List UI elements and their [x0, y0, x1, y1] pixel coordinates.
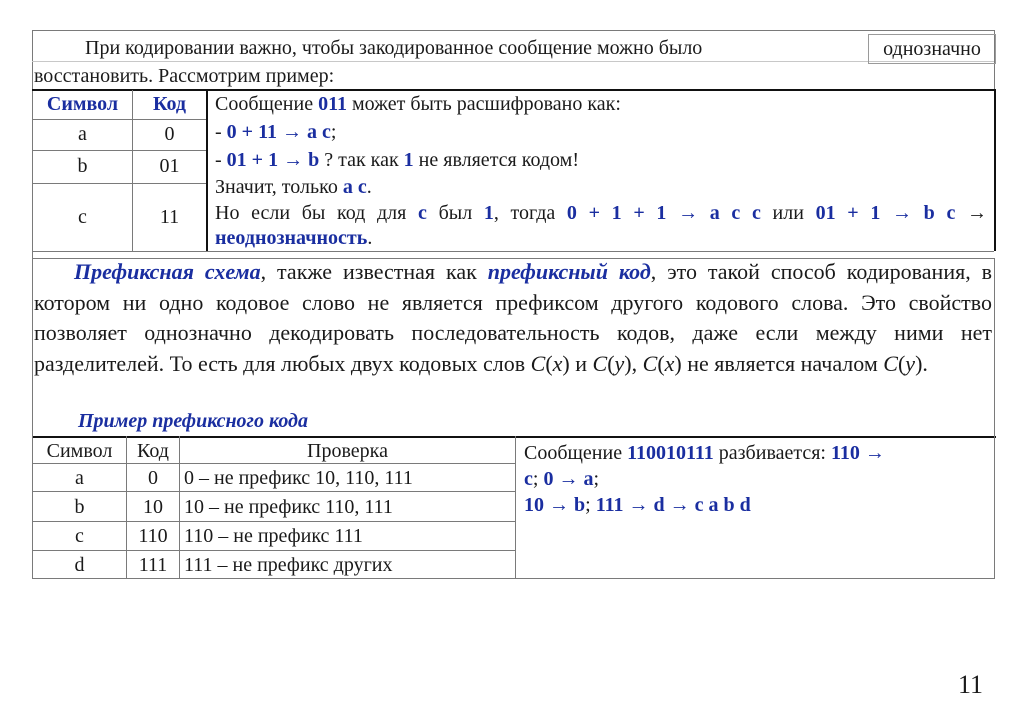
example1-line-4: Значит, только a c.: [215, 176, 372, 198]
table2-cell-code: 110: [138, 525, 168, 547]
intro-line-1: При кодировании важно, чтобы закодированное сообщение можно было: [85, 37, 703, 59]
intro-line-2: восстановить. Рассмотрим пример:: [34, 65, 335, 87]
table2-cell-code: 111: [138, 554, 168, 576]
example2-heading: Пример префиксного кода: [78, 410, 308, 432]
example2-message: Сообщение 110010111 разбивается: 110 → c; 0 → a; 10 → b; 111 → d → c a b d: [524, 442, 885, 516]
example1-line-5: Но если бы код для c был 1, тогда 0 + 1 + 1 → a c c или 01 + 1 → b c →: [215, 202, 987, 224]
table1-cell-symbol: b: [77, 155, 88, 177]
table2-header-code: Код: [137, 440, 169, 462]
table1-header-symbol: Символ: [46, 93, 119, 115]
table2-cell-symbol: c: [75, 525, 84, 547]
table2-cell-symbol: a: [75, 467, 84, 489]
table2-header-check: Проверка: [307, 440, 388, 462]
table2-cell-code: 0: [148, 467, 158, 489]
boxed-word: однозначно: [868, 34, 996, 64]
table2-cell-check: 111 – не префикс других: [184, 554, 393, 576]
table2-cell-check: 110 – не префикс 111: [184, 525, 363, 547]
table2-cell-check: 0 – не префикс 10, 110, 111: [184, 467, 413, 489]
table1-cell-code: 11: [159, 206, 180, 228]
example1-line-3: - 01 + 1 → b ? так как 1 не является кодом!: [215, 149, 579, 171]
table1-cell-code: 01: [159, 155, 180, 177]
page-number: 11: [958, 670, 984, 699]
table2-cell-symbol: d: [74, 554, 85, 576]
table1-cell-symbol: c: [78, 206, 87, 228]
example1-line-2: - 0 + 11 → a c;: [215, 121, 337, 143]
table2-cell-check: 10 – не префикс 110, 111: [184, 496, 393, 518]
table2-cell-code: 10: [143, 496, 163, 518]
table2-header-symbol: Символ: [46, 440, 113, 462]
table1-cell-symbol: a: [78, 123, 87, 145]
table2-cell-symbol: b: [74, 496, 85, 518]
table1-cell-code: 0: [164, 123, 175, 145]
example1-line-1: Сообщение 011 может быть расшифровано как:: [215, 93, 621, 115]
prefix-paragraph: Префиксная схема, также известная как префиксный код, это такой способ кодирования, в котором ни одно кодовое слово не является префиксом другого кодового слова. Это свойство позволяет однозначно декодировать последовательность кодов, даже если между ними нет разделителей. То есть для любых двух кодовых слов C(x) и C(y), C(x) не является началом C(y).: [34, 259, 993, 376]
example1-line-6: неоднозначность.: [215, 227, 373, 249]
table1-header-code: Код: [152, 93, 187, 115]
